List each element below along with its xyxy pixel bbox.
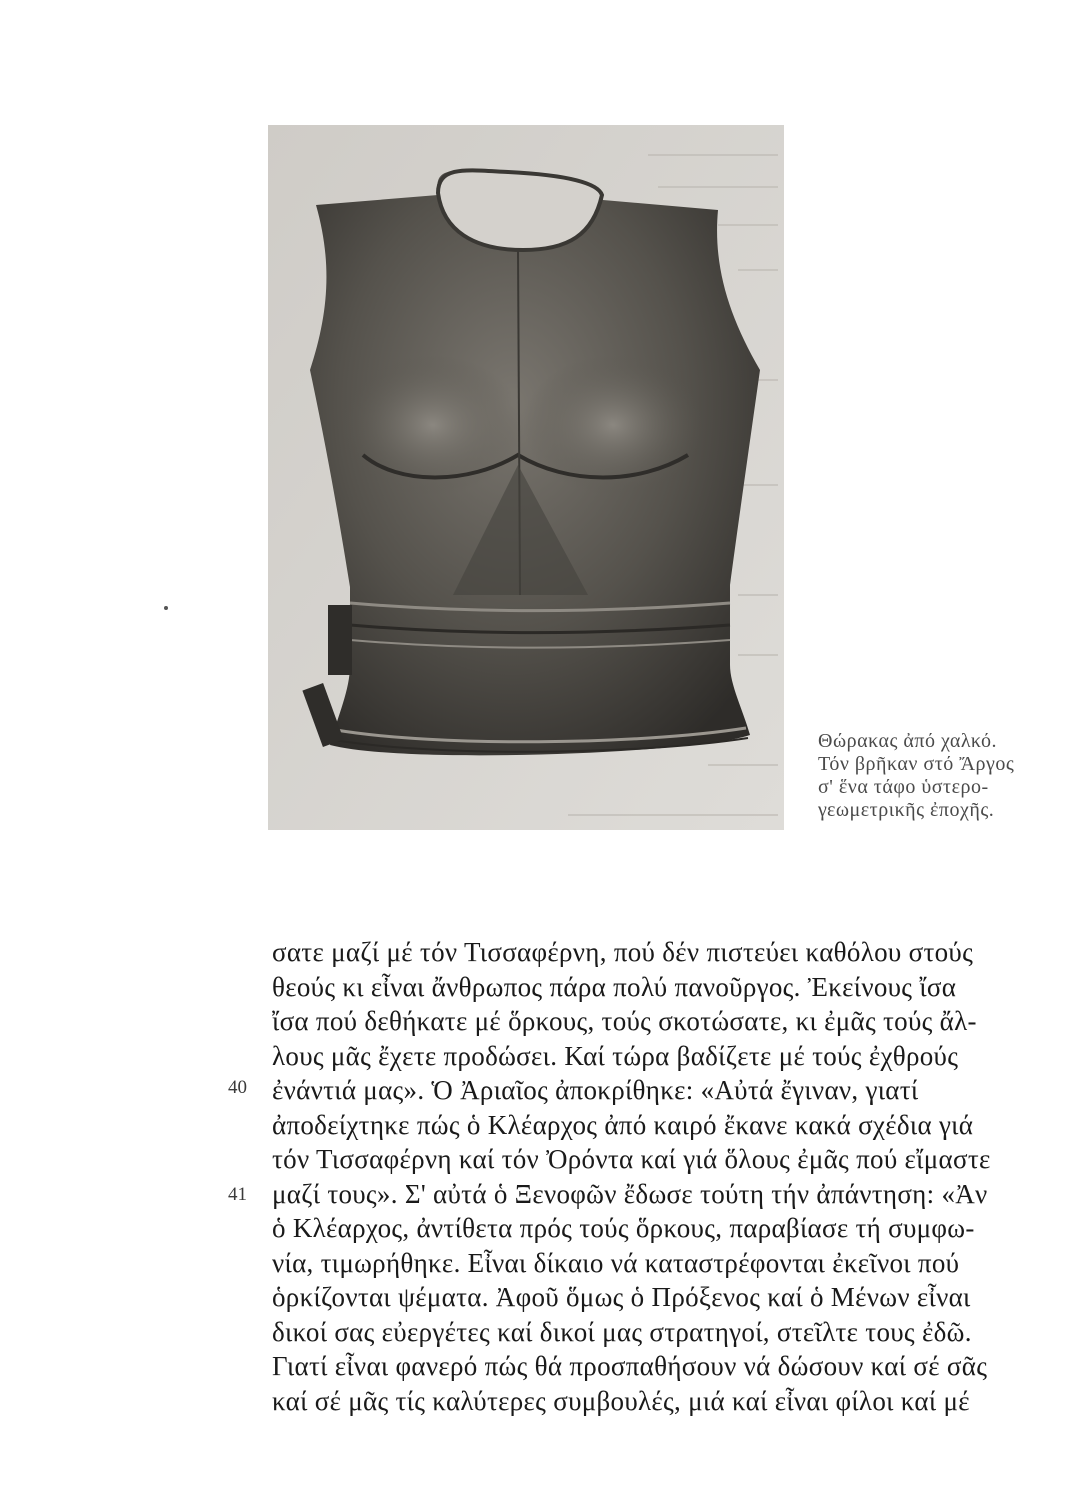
body-text bbox=[272, 935, 1078, 1418]
text-line: ἐνάντιά μας». Ὁ Ἀριαῖος ἀποκρίθηκε: «Αὐτά ἔγιναν, γιατί bbox=[272, 1075, 919, 1105]
caption-line: Θώρακας ἀπό χαλκό. bbox=[818, 730, 998, 752]
cuirass-illustration bbox=[268, 125, 784, 830]
text-line: λους μᾶς ἔχετε προδώσει. Καί τώρα βαδίζετε μέ τούς ἐχθρούς bbox=[272, 1040, 959, 1071]
text-line: τόν Τισσαφέρνη καί τόν Ὀρόντα καί γιά ὅλους ἐμᾶς πού εἴμαστε bbox=[272, 1144, 991, 1174]
figure-caption bbox=[818, 730, 1080, 822]
margin-number-40: 40 bbox=[228, 1077, 247, 1098]
caption-line: γεωμετρικῆς ἐποχῆς. bbox=[818, 799, 995, 821]
text-line: δικοί σας εὐεργέτες καί δικοί μας στρατηγοί, στεῖλτε τους ἐδῶ. bbox=[272, 1316, 972, 1347]
margin-number-41: 41 bbox=[228, 1184, 247, 1205]
text-line: Γιατί εἶναι φανερό πώς θά προσπαθήσουν νά δώσουν καί σέ σᾶς bbox=[272, 1351, 988, 1381]
text-line: ἀποδείχτηκε πώς ὁ Κλέαρχος ἀπό καιρό ἔκανε κακά σχέδια γιά bbox=[272, 1109, 974, 1140]
text-line: καί σέ μᾶς τίς καλύτερες συμβουλές, μιά καί εἶναι φίλοι καί μέ bbox=[272, 1385, 970, 1416]
text-line: σατε μαζί μέ τόν Τισσαφέρνη, πού δέν πιστεύει καθόλου στούς bbox=[272, 937, 974, 967]
text-line: ὁ Κλέαρχος, ἀντίθετα πρός τούς ὅρκους, παραβίασε τή συμφω- bbox=[272, 1213, 975, 1243]
scan-speck bbox=[164, 606, 168, 610]
cuirass-photo bbox=[268, 125, 784, 830]
text-line: μαζί τους». Σ' αὐτά ὁ Ξενοφῶν ἔδωσε τούτη τήν ἀπάντηση: «Ἀν bbox=[272, 1178, 988, 1209]
caption-line: Τόν βρῆκαν στό Ἄργος bbox=[818, 753, 1015, 775]
text-line: ὁρκίζονται ψέματα. Ἀφοῦ ὅμως ὁ Πρόξενος καί ὁ Μένων εἶναι bbox=[272, 1282, 971, 1312]
caption-line: σ' ἕνα τάφο ὑστερο- bbox=[818, 776, 989, 798]
text-line: νία, τιμωρήθηκε. Εἶναι δίκαιο νά καταστρέφονται ἐκεῖνοι πού bbox=[272, 1247, 960, 1278]
text-line: θεούς κι εἶναι ἄνθρωπος πάρα πολύ πανοῦργος. Ἐκείνους ἴσα bbox=[272, 971, 957, 1002]
text-line: ἴσα πού δεθήκατε μέ ὅρκους, τούς σκοτώσατε, κι ἐμᾶς τούς ἄλ- bbox=[272, 1006, 977, 1036]
